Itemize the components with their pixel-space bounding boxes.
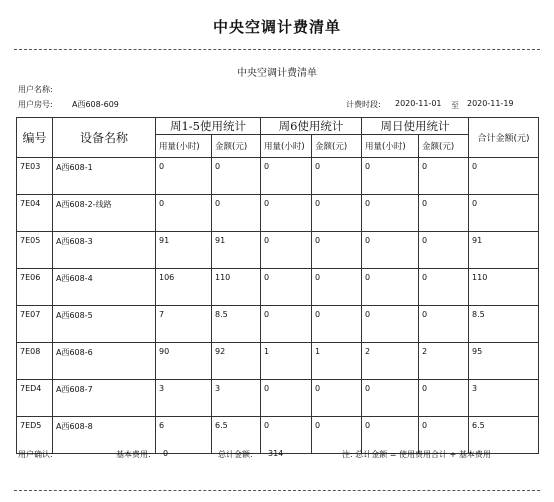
- user-room-label: 用户房号:: [18, 100, 53, 109]
- divider-bottom: [14, 490, 540, 491]
- cell-sunday-amount: 0: [419, 417, 469, 454]
- cell-weekday-usage: 106: [156, 269, 212, 306]
- header-device-name: 设备名称: [53, 118, 156, 158]
- period-start: 2020-11-01: [395, 99, 442, 108]
- header-sunday-group: 周日使用统计: [362, 118, 469, 135]
- cell-total-amount: 3: [469, 380, 539, 417]
- cell-weekday-usage: 7: [156, 306, 212, 343]
- cell-weekday-amount: 0: [212, 158, 261, 195]
- cell-weekday-amount: 91: [212, 232, 261, 269]
- user-confirm-label: 用户确认:: [18, 450, 53, 459]
- cell-device-name: A西608-2-线路: [53, 195, 156, 232]
- header-total-amount: 合计金额(元): [469, 118, 539, 158]
- cell-saturday-amount: 0: [312, 232, 362, 269]
- table-row: [17, 417, 539, 454]
- cell-saturday-usage: 0: [261, 269, 312, 306]
- cell-device-name: A西608-8: [53, 417, 156, 454]
- cell-code: 7E07: [17, 306, 53, 343]
- cell-code: 7E08: [17, 343, 53, 380]
- cell-total-amount: 110: [469, 269, 539, 306]
- cell-sunday-amount: 0: [419, 380, 469, 417]
- divider-top: [14, 49, 540, 50]
- cell-device-name: A西608-1: [53, 158, 156, 195]
- table-row: [17, 269, 539, 306]
- cell-sunday-amount: 0: [419, 158, 469, 195]
- cell-sunday-usage: 0: [362, 195, 419, 232]
- cell-total-amount: 0: [469, 158, 539, 195]
- cell-sunday-usage: 0: [362, 158, 419, 195]
- cell-sunday-amount: 0: [419, 269, 469, 306]
- header-saturday-amount: 金额(元): [312, 135, 362, 158]
- cell-weekday-amount: 110: [212, 269, 261, 306]
- cell-saturday-usage: 1: [261, 343, 312, 380]
- cell-weekday-amount: 92: [212, 343, 261, 380]
- cell-weekday-usage: 0: [156, 195, 212, 232]
- header-weekday-group: 周1-5使用统计: [156, 118, 261, 135]
- cell-code: 7ED4: [17, 380, 53, 417]
- table-row: [17, 232, 539, 269]
- cell-code: 7E05: [17, 232, 53, 269]
- cell-total-amount: 95: [469, 343, 539, 380]
- user-room-value: A西608-609: [72, 100, 119, 109]
- cell-sunday-amount: 0: [419, 195, 469, 232]
- cell-saturday-usage: 0: [261, 232, 312, 269]
- period-label: 计费时段:: [346, 100, 381, 109]
- cell-saturday-usage: 0: [261, 380, 312, 417]
- cell-device-name: A西608-6: [53, 343, 156, 380]
- cell-sunday-usage: 0: [362, 380, 419, 417]
- cell-sunday-usage: 0: [362, 417, 419, 454]
- cell-code: 7E03: [17, 158, 53, 195]
- document-title: 中央空调计费清单: [237, 68, 317, 79]
- cell-device-name: A西608-7: [53, 380, 156, 417]
- period-to: 至: [451, 101, 459, 110]
- cell-code: 7E06: [17, 269, 53, 306]
- cell-total-amount: 8.5: [469, 306, 539, 343]
- header-weekday-usage: 用量(小时): [156, 135, 212, 158]
- cell-weekday-usage: 90: [156, 343, 212, 380]
- table-row: [17, 306, 539, 343]
- cell-code: 7E04: [17, 195, 53, 232]
- header-code: 编号: [17, 118, 53, 158]
- cell-saturday-amount: 1: [312, 343, 362, 380]
- cell-code: 7ED5: [17, 417, 53, 454]
- cell-sunday-usage: 0: [362, 306, 419, 343]
- cell-saturday-usage: 0: [261, 195, 312, 232]
- header-sunday-usage: 用量(小时): [362, 135, 419, 158]
- cell-weekday-amount: 0: [212, 195, 261, 232]
- table-row: [17, 380, 539, 417]
- header-weekday-amount: 金额(元): [212, 135, 261, 158]
- table-row: [17, 195, 539, 232]
- cell-saturday-usage: 0: [261, 417, 312, 454]
- header-saturday-usage: 用量(小时): [261, 135, 312, 158]
- table-row: [17, 343, 539, 380]
- cell-saturday-amount: 0: [312, 195, 362, 232]
- base-fee-label: 基本费用:: [116, 450, 151, 459]
- cell-weekday-usage: 91: [156, 232, 212, 269]
- page-title: 中央空调计费清单: [212, 18, 341, 36]
- cell-sunday-usage: 2: [362, 343, 419, 380]
- cell-sunday-usage: 0: [362, 232, 419, 269]
- cell-weekday-amount: 6.5: [212, 417, 261, 454]
- cell-sunday-amount: 0: [419, 232, 469, 269]
- formula-note: 注: 总计金额 = 使用费用合计 + 基本费用: [342, 450, 491, 459]
- header-saturday-group: 周6使用统计: [261, 118, 362, 135]
- cell-saturday-amount: 0: [312, 417, 362, 454]
- cell-device-name: A西608-5: [53, 306, 156, 343]
- cell-saturday-amount: 0: [312, 380, 362, 417]
- user-name-label: 用户名称:: [18, 85, 53, 94]
- cell-weekday-amount: 8.5: [212, 306, 261, 343]
- period-end: 2020-11-19: [467, 99, 514, 108]
- cell-sunday-amount: 0: [419, 306, 469, 343]
- total-amount-label: 总计金额:: [218, 450, 253, 459]
- billing-table: [16, 117, 539, 454]
- table-row: [17, 158, 539, 195]
- header-sunday-amount: 金额(元): [419, 135, 469, 158]
- cell-sunday-amount: 2: [419, 343, 469, 380]
- cell-total-amount: 6.5: [469, 417, 539, 454]
- base-fee-value: 0: [163, 449, 169, 458]
- total-amount-value: 314: [268, 449, 284, 458]
- cell-weekday-usage: 6: [156, 417, 212, 454]
- cell-sunday-usage: 0: [362, 269, 419, 306]
- cell-saturday-usage: 0: [261, 306, 312, 343]
- cell-weekday-usage: 0: [156, 158, 212, 195]
- cell-weekday-usage: 3: [156, 380, 212, 417]
- cell-device-name: A西608-3: [53, 232, 156, 269]
- cell-total-amount: 91: [469, 232, 539, 269]
- cell-device-name: A西608-4: [53, 269, 156, 306]
- cell-weekday-amount: 3: [212, 380, 261, 417]
- cell-saturday-amount: 0: [312, 306, 362, 343]
- cell-saturday-amount: 0: [312, 269, 362, 306]
- cell-total-amount: 0: [469, 195, 539, 232]
- cell-saturday-amount: 0: [312, 158, 362, 195]
- cell-saturday-usage: 0: [261, 158, 312, 195]
